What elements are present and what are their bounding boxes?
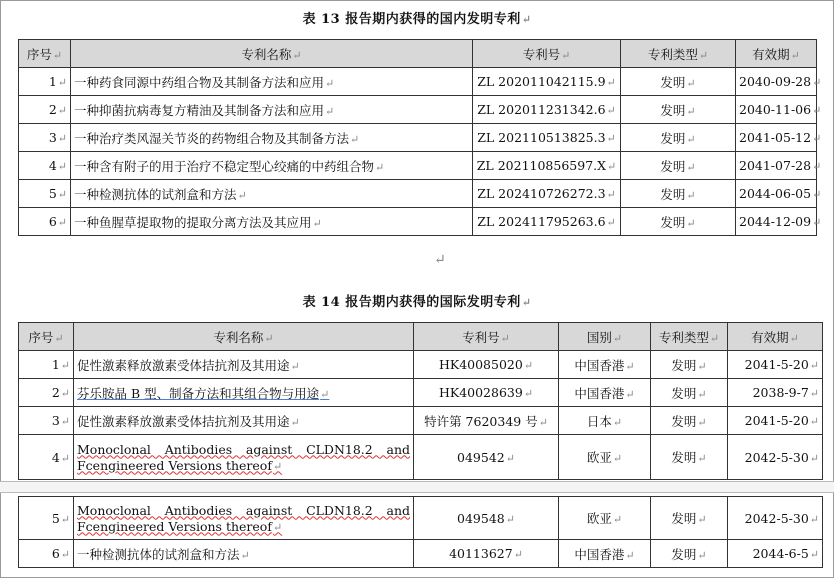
- patent-number: ZL 202411795263.6↵: [473, 208, 621, 236]
- paragraph-mark: ↵: [612, 513, 623, 526]
- patent-name: Monoclonal Antibodies against CLDN18.2 and Fcengineered Versions thereof↵: [74, 435, 414, 480]
- paragraph-mark: ↵: [607, 160, 617, 173]
- paragraph-mark: ↵: [325, 76, 335, 90]
- expiry-date: 2044-06-05↵: [736, 180, 817, 208]
- patent-number: HK40085020↵: [414, 351, 559, 379]
- patent-name: 芬乐胺晶 B 型、制备方法和其组合物与用途↵: [74, 379, 414, 407]
- paragraph-mark: ↵: [292, 48, 302, 62]
- paragraph-mark: ↵: [57, 132, 67, 145]
- paragraph-mark: ↵: [240, 548, 250, 562]
- table-row: [19, 96, 817, 124]
- paragraph-mark: ↵: [812, 104, 822, 117]
- header-cell: 专利号↵: [473, 40, 621, 68]
- row-number: 4↵: [19, 435, 74, 480]
- table-row: [19, 540, 823, 568]
- table13-caption: 表 13 报告期内获得的国内发明专利↵: [302, 12, 532, 27]
- table-row: [19, 68, 817, 96]
- country: 中国香港↵: [559, 351, 651, 379]
- expiry-date: 2041-5-20↵: [728, 407, 823, 435]
- table-row: [19, 351, 823, 379]
- paragraph-mark: ↵: [809, 548, 819, 561]
- paragraph-mark: ↵: [812, 188, 822, 201]
- expiry-date: 2044-12-09↵: [736, 208, 817, 236]
- paragraph-mark: ↵: [686, 76, 696, 90]
- paragraph-mark: ↵: [561, 48, 571, 62]
- paragraph-mark: ↵: [350, 132, 360, 146]
- paragraph-mark: ↵: [812, 160, 822, 173]
- row-number: 3↵: [19, 124, 71, 152]
- paragraph-mark: ↵: [60, 548, 70, 561]
- paragraph-mark: ↵: [434, 252, 446, 268]
- paragraph-mark: ↵: [809, 415, 819, 428]
- paragraph-mark: ↵: [625, 359, 635, 373]
- patent-type: 发明↵: [621, 96, 736, 124]
- paragraph-mark: ↵: [523, 387, 534, 400]
- row-number: 1↵: [19, 68, 71, 96]
- patent-number: ZL 202011042115.9↵: [473, 68, 621, 96]
- expiry-date: 2038-9-7↵: [728, 379, 823, 407]
- paragraph-mark: ↵: [612, 331, 623, 345]
- patent-name: 一种治疗类风湿关节炎的药物组合物及其制备方法↵: [71, 124, 473, 152]
- expiry-date: 2040-11-06↵: [736, 96, 817, 124]
- paragraph-mark: ↵: [697, 387, 707, 401]
- expiry-date: 2042-5-30↵: [728, 435, 823, 480]
- paragraph-mark: ↵: [709, 331, 720, 345]
- row-number: 2↵: [19, 96, 71, 124]
- paragraph-mark: ↵: [505, 451, 515, 465]
- table-row: [19, 379, 823, 407]
- patent-number: HK40028639↵: [414, 379, 559, 407]
- paragraph-mark: ↵: [538, 415, 548, 429]
- paragraph-mark: ↵: [60, 415, 70, 428]
- paragraph-mark: ↵: [54, 331, 64, 345]
- paragraph-mark: ↵: [52, 48, 63, 62]
- patent-type: 发明↵: [621, 208, 736, 236]
- expiry-date: 2041-07-28↵: [736, 152, 817, 180]
- paragraph-mark: ↵: [272, 520, 283, 534]
- paragraph-mark: ↵: [57, 216, 67, 229]
- patent-name: 一种含有附子的用于治疗不稳定型心绞痛的中药组合物↵: [71, 152, 473, 180]
- paragraph-mark: ↵: [272, 459, 283, 473]
- paragraph-mark: ↵: [790, 48, 800, 62]
- table-row: [19, 124, 817, 152]
- row-number: 6↵: [19, 208, 71, 236]
- patent-type: 发明↵: [621, 152, 736, 180]
- paragraph-mark: ↵: [812, 132, 822, 145]
- table-row: [19, 152, 817, 180]
- paragraph-mark: ↵: [809, 451, 819, 465]
- paragraph-mark: ↵: [606, 216, 616, 229]
- paragraph-mark: ↵: [698, 48, 709, 62]
- header-cell: 国别↵: [559, 323, 651, 351]
- paragraph-mark: ↵: [606, 104, 616, 117]
- paragraph-mark: ↵: [812, 216, 822, 229]
- paragraph-mark: ↵: [500, 331, 510, 345]
- domestic-patents-table: [18, 39, 822, 236]
- patent-number: 049542↵: [414, 435, 559, 480]
- country: 中国香港↵: [559, 379, 651, 407]
- paragraph-mark: ↵: [60, 512, 70, 526]
- table-header-row: [19, 40, 817, 68]
- paragraph-mark: ↵: [521, 296, 532, 309]
- paragraph-mark: ↵: [697, 415, 707, 429]
- expiry-date: 2041-5-20↵: [728, 351, 823, 379]
- paragraph-mark: ↵: [789, 331, 799, 345]
- paragraph-mark: ↵: [513, 548, 523, 561]
- patent-type: 发明↵: [621, 124, 736, 152]
- row-number: 6↵: [19, 540, 74, 568]
- patent-number: ZL 202011231342.6↵: [473, 96, 621, 124]
- table-row: [19, 497, 823, 540]
- expiry-date: 2042-5-30↵: [728, 497, 823, 540]
- patent-type: 发明↵: [651, 407, 728, 435]
- paragraph-mark: ↵: [60, 387, 70, 400]
- paragraph-mark: ↵: [809, 359, 819, 372]
- country: 欧亚↵: [559, 435, 651, 480]
- paragraph-mark: ↵: [521, 13, 532, 26]
- paragraph-mark: ↵: [290, 359, 300, 373]
- patent-name: Monoclonal Antibodies against CLDN18.2 and Fcengineered Versions thereof↵: [74, 497, 414, 540]
- paragraph-mark: ↵: [505, 512, 515, 526]
- paragraph-mark: ↵: [686, 216, 696, 230]
- table-row: [19, 407, 823, 435]
- paragraph-mark: ↵: [697, 452, 707, 465]
- patent-type: 发明↵: [651, 497, 728, 540]
- paragraph-mark: ↵: [606, 188, 616, 201]
- header-cell: 专利名称↵: [71, 40, 473, 68]
- paragraph-mark: ↵: [57, 188, 67, 201]
- paragraph-mark: ↵: [57, 76, 67, 89]
- patent-name: 一种抑菌抗病毒复方精油及其制备方法和应用↵: [71, 96, 473, 124]
- country: 日本↵: [559, 407, 651, 435]
- patent-number: 特许第 7620349 号↵: [414, 407, 559, 435]
- paragraph-mark: ↵: [809, 512, 819, 526]
- header-cell: 序号↵: [19, 323, 74, 351]
- patent-type: 发明↵: [651, 540, 728, 568]
- page-break: [0, 481, 834, 493]
- row-number: 4↵: [19, 152, 71, 180]
- table-row: [19, 435, 823, 480]
- patent-type: 发明↵: [621, 180, 736, 208]
- patent-name: 促性激素释放激素受体拮抗剂及其用途↵: [74, 407, 414, 435]
- patent-name: 一种检测抗体的试剂盒和方法↵: [71, 180, 473, 208]
- expiry-date: 2044-6-5↵: [728, 540, 823, 568]
- patent-number: ZL 202110513825.3↵: [473, 124, 621, 152]
- paragraph-mark: ↵: [237, 188, 247, 202]
- row-number: 3↵: [19, 407, 74, 435]
- patent-name: 促性激素释放激素受体拮抗剂及其用途↵: [74, 351, 414, 379]
- header-cell: 专利类型↵: [651, 323, 728, 351]
- header-cell: 专利号↵: [414, 323, 559, 351]
- row-number: 5↵: [19, 180, 71, 208]
- paragraph-mark: ↵: [320, 387, 330, 401]
- international-patents-table-part1: [18, 322, 823, 480]
- header-cell: 专利名称↵: [74, 323, 414, 351]
- paragraph-mark: ↵: [290, 415, 300, 429]
- row-number: 1↵: [19, 351, 74, 379]
- country: 中国香港↵: [559, 540, 651, 568]
- patent-type: 发明↵: [651, 435, 728, 480]
- row-number: 2↵: [19, 379, 74, 407]
- table-header-row: [19, 323, 823, 351]
- paragraph-mark: ↵: [697, 548, 707, 562]
- patent-number: ZL 202110856597.X↵: [473, 152, 621, 180]
- paragraph-mark: ↵: [697, 359, 707, 373]
- paragraph-mark: ↵: [312, 216, 322, 230]
- paragraph-mark: ↵: [612, 415, 623, 429]
- paragraph-mark: ↵: [625, 548, 635, 562]
- table14-caption: 表 14 报告期内获得的国际发明专利↵: [302, 295, 532, 310]
- table-row: [19, 208, 817, 236]
- patent-number: ZL 202410726272.3↵: [473, 180, 621, 208]
- paragraph-mark: ↵: [812, 76, 822, 89]
- paragraph-mark: ↵: [612, 452, 623, 465]
- paragraph-mark: ↵: [60, 451, 70, 465]
- paragraph-mark: ↵: [697, 513, 707, 526]
- patent-name: 一种鱼腥草提取物的提取分离方法及其应用↵: [71, 208, 473, 236]
- table-row: [19, 180, 817, 208]
- country: 欧亚↵: [559, 497, 651, 540]
- paragraph-mark: ↵: [606, 132, 616, 145]
- paragraph-mark: ↵: [325, 104, 335, 118]
- header-cell: 序号↵: [19, 40, 71, 68]
- row-number: 5↵: [19, 497, 74, 540]
- patent-name: 一种药食同源中药组合物及其制备方法和应用↵: [71, 68, 473, 96]
- paragraph-mark: ↵: [523, 359, 534, 372]
- paragraph-mark: ↵: [686, 132, 696, 146]
- patent-name: 一种检测抗体的试剂盒和方法↵: [74, 540, 414, 568]
- patent-type: 发明↵: [621, 68, 736, 96]
- paragraph-mark: ↵: [264, 331, 274, 345]
- header-cell: 有效期↵: [736, 40, 817, 68]
- patent-number: 049548↵: [414, 497, 559, 540]
- paragraph-mark: ↵: [809, 387, 819, 400]
- paragraph-mark: ↵: [686, 188, 696, 202]
- paragraph-mark: ↵: [625, 387, 635, 401]
- paragraph-mark: ↵: [60, 359, 70, 372]
- header-cell: 有效期↵: [728, 323, 823, 351]
- paragraph-mark: ↵: [606, 76, 616, 89]
- paragraph-mark: ↵: [686, 104, 696, 118]
- paragraph-mark: ↵: [57, 160, 67, 173]
- patent-number: 40113627↵: [414, 540, 559, 568]
- header-cell: 专利类型↵: [621, 40, 736, 68]
- international-patents-table-part2: [18, 496, 823, 568]
- patent-type: 发明↵: [651, 351, 728, 379]
- paragraph-mark: ↵: [375, 160, 385, 174]
- paragraph-mark: ↵: [686, 160, 696, 174]
- expiry-date: 2041-05-12↵: [736, 124, 817, 152]
- paragraph-mark: ↵: [57, 104, 67, 117]
- patent-type: 发明↵: [651, 379, 728, 407]
- expiry-date: 2040-09-28↵: [736, 68, 817, 96]
